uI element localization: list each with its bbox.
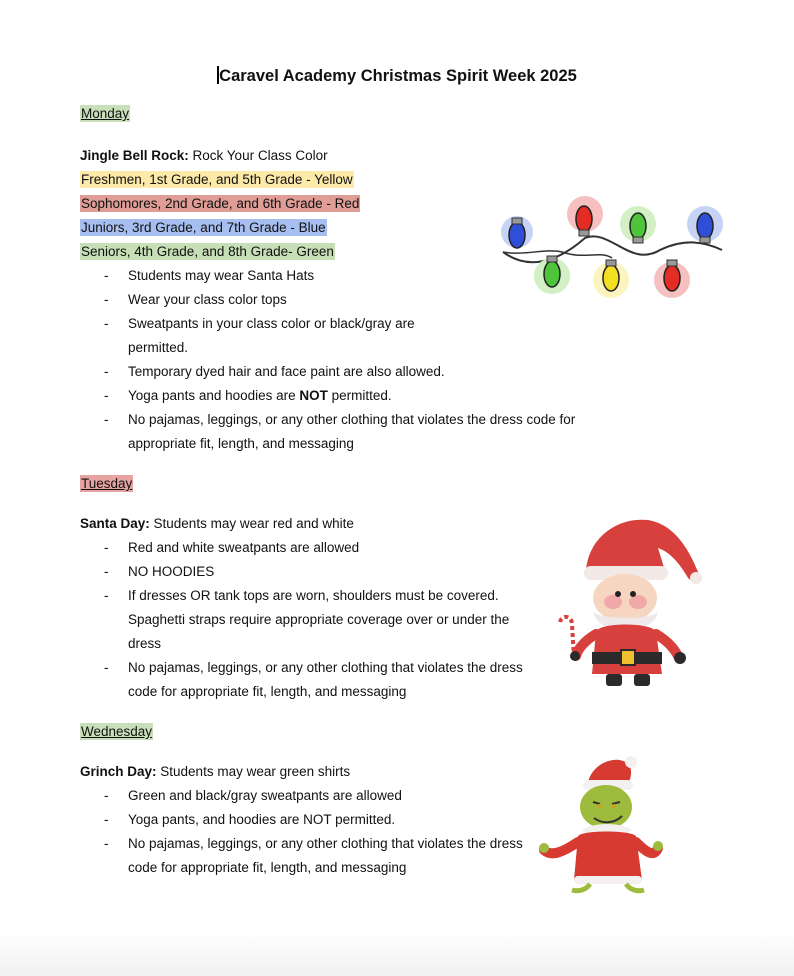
bulb-red [664,265,680,291]
group-yellow: Freshmen, 1st Grade, and 5th Grade - Yellow [81,172,353,187]
bullet-dash: - [104,540,109,555]
bullet-dash: - [104,388,109,403]
bullet-dash: - [104,588,109,603]
tuesday-bullet-3: If dresses OR tank tops are worn, shoulders must be covered. Spaghetti straps require appropriate coverage over or under the dress [128,588,510,651]
bulb-blue [697,213,713,239]
wednesday-bullet-3: No pajamas, leggings, or any other clothing that violates the dress code for appropriate fit, length, and messaging [128,836,523,875]
bullet-dash: - [104,292,109,307]
wednesday-bullet-2: Yoga pants, and hoodies are NOT permitted. [128,812,396,827]
bulb-yellow [603,265,619,291]
wednesday-theme [80,762,350,782]
monday-bullet-5: No pajamas, leggings, or any other clothing that violates the dress code for appropriate fit, length, and messaging [128,412,576,451]
wednesday-theme-text: Students may wear green shirts [156,764,351,779]
wednesday-theme-label: Grinch Day: [80,764,157,779]
bulb-blue [509,222,525,248]
bullet-dash: - [104,836,109,851]
wednesday-bullet-1: Green and black/gray sweatpants are allowed [128,788,402,803]
monday-bullet-2: Wear your class color tops [128,292,287,307]
monday-heading-row [80,104,130,124]
monday-heading: Monday [81,106,130,121]
tuesday-heading-row [80,474,133,494]
bullet-dash: - [104,412,109,427]
light-wire [503,236,722,262]
group-red-row [80,194,360,214]
santa-face [593,574,657,622]
tuesday-bullet-1: Red and white sweatpants are allowed [128,540,360,555]
tuesday-theme [80,514,354,534]
monday-theme-text: Rock Your Class Color [188,148,328,163]
group-red: Sophomores, 2nd Grade, and 6th Grade - Red [81,196,360,211]
wednesday-heading-row [80,722,153,742]
tuesday-theme-text: Students may wear red and white [149,516,354,531]
monday-bullet-yoga [128,384,628,408]
group-blue: Juniors, 3rd Grade, and 7th Grade - Blue [81,220,326,235]
grinch-illustration [538,752,663,897]
yoga-post: permitted. [327,388,392,403]
group-green-row [80,242,335,262]
candy-cane [560,617,574,658]
bulb-red [576,206,592,232]
group-yellow-row [80,170,354,190]
monday-bullet-3: Sweatpants in your class color or black/gray are permitted. [128,316,415,355]
bullet-dash: - [104,660,109,675]
tuesday-heading: Tuesday [81,476,133,491]
monday-bullet-4: Temporary dyed hair and face paint are also allowed. [128,364,445,379]
bullet-dash: - [104,268,109,283]
bulb-green [630,213,646,239]
bullet-dash: - [104,812,109,827]
christmas-lights-illustration [500,190,725,305]
monday-theme-label: Jingle Bell Rock: [80,148,189,163]
tuesday-theme-label: Santa Day: [80,516,150,531]
yoga-pre: Yoga pants and hoodies are [128,388,300,403]
bullet-dash: - [104,316,109,331]
bullet-dash: - [104,564,109,579]
monday-bullet-1: Students may wear Santa Hats [128,268,315,283]
group-green: Seniors, 4th Grade, and 8th Grade- Green [81,244,334,259]
wednesday-heading: Wednesday [81,724,153,739]
grinch-body [574,832,642,881]
group-blue-row [80,218,327,238]
bullet-dash: - [104,788,109,803]
monday-theme [80,146,328,166]
yoga-not: NOT [299,388,328,403]
tuesday-bullet-2: NO HOODIES [128,564,215,579]
bulb-green [544,261,560,287]
santa-illustration [558,512,708,692]
document-title: Caravel Academy Christmas Spirit Week 2025 [219,67,577,85]
bullet-dash: - [104,364,109,379]
tuesday-bullet-4: No pajamas, leggings, or any other clothing that violates the dress code for appropriate fit, length, and messaging [128,660,523,699]
document-title-row [0,66,794,86]
